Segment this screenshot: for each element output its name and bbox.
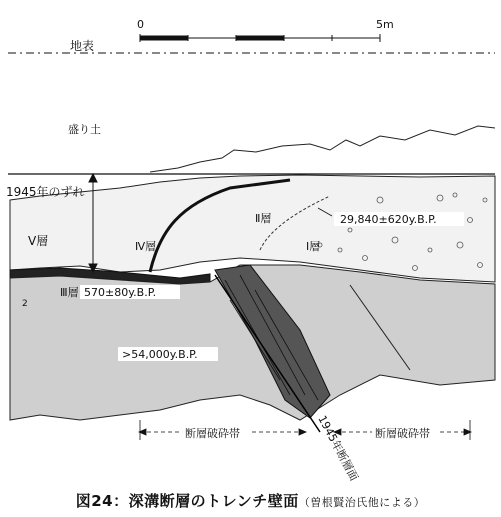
caption-credit: （曽根賢治氏他による） [298, 496, 426, 509]
layer-III-label: Ⅲ層 [60, 286, 79, 299]
sample-mark: 2 [22, 299, 28, 309]
figure-caption [0, 490, 501, 511]
date-middle: 570±80y.B.P. [84, 286, 157, 299]
ground-surface-label: 地表 [70, 39, 95, 53]
layer-II-label: Ⅱ層 [255, 212, 272, 225]
offset-1945-label: 1945年のずれ [6, 185, 85, 199]
date-upper: 29,840±620y.B.P. [340, 213, 437, 226]
fault-zone-right-label: 断層破砕帯 [375, 427, 430, 440]
date-lower: >54,000y.B.P. [122, 348, 198, 361]
layer-I-label: Ⅰ層 [306, 240, 321, 253]
layer-V-label: Ⅴ層 [28, 234, 49, 248]
layer-IV-label: Ⅳ層 [135, 240, 157, 253]
scale-start-label: 0 [137, 18, 144, 31]
scale-bar [140, 34, 380, 42]
fault-zone-left-label: 断層破砕帯 [185, 427, 240, 440]
caption-main: 図24：深溝断層のトレンチ壁面 [75, 492, 299, 510]
fill-soil-outline [150, 126, 495, 172]
fault-1945-label: 1945年断層面 [315, 413, 361, 483]
scale-end-label: 5m [376, 18, 394, 31]
fill-soil-label: 盛り土 [68, 123, 101, 136]
